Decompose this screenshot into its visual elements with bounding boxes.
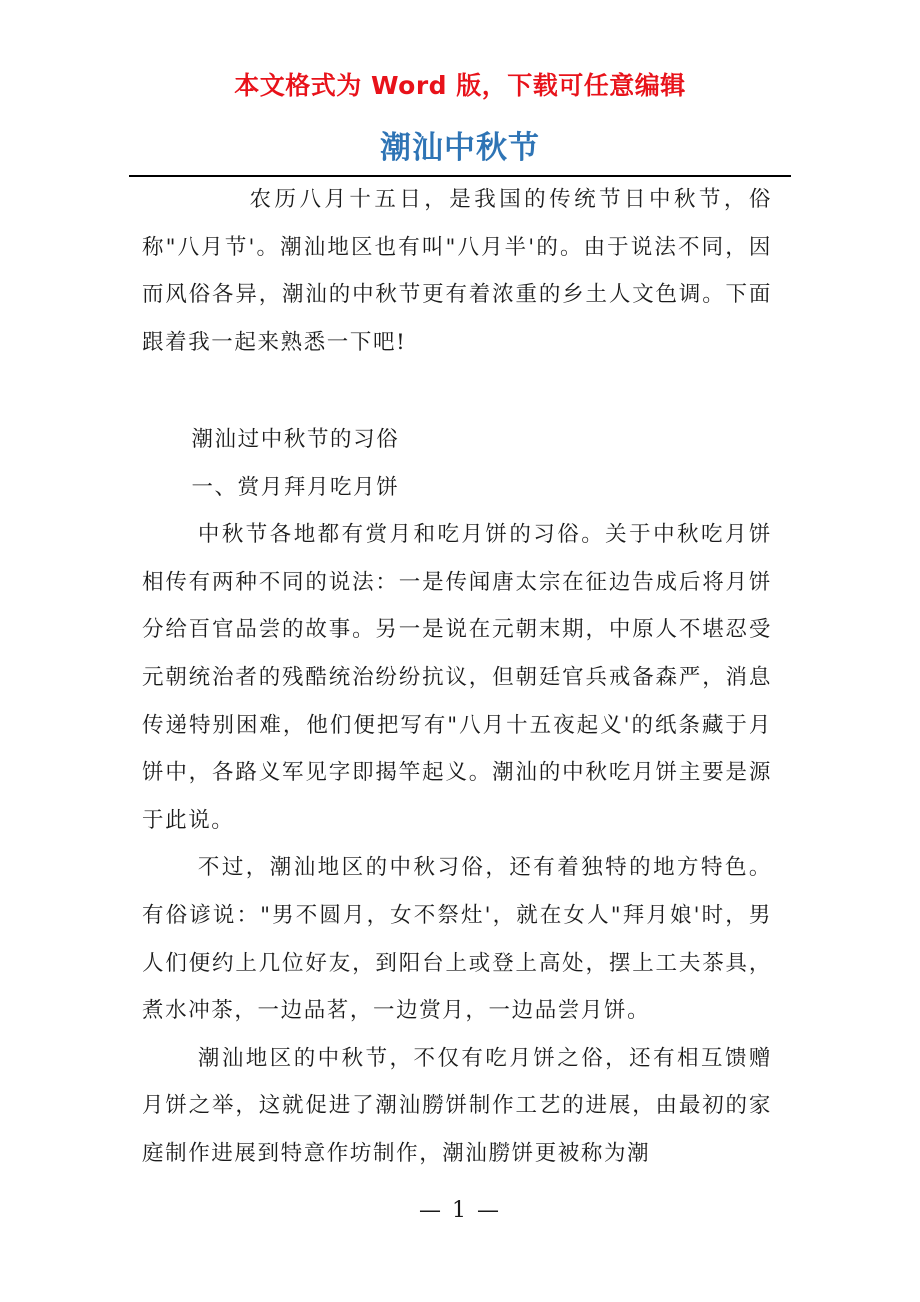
section-subheading: 一、赏月拜月吃月饼 xyxy=(191,474,400,500)
body-paragraph: 潮汕地区的中秋节，不仅有吃月饼之俗，还有相互馈赠月饼之举，这就促进了潮汕朥饼制作工艺的进展，由最初的家庭制作进展到特意作坊制作，潮汕朥饼更被称为潮 xyxy=(142,1045,772,1166)
page-number: — 1 — xyxy=(419,1198,501,1223)
section-block xyxy=(142,416,772,1178)
body-paragraph: 不过，潮汕地区的中秋习俗，还有着独特的地方特色。有俗谚说："男不圆月，女不祭灶'，就在女人"拜月娘'时，男人们便约上几位好友，到阳台上或登上高处，摆上工夫茶具，煮水冲茶，一边品茗，一边赏月，一边品尝月饼。 xyxy=(142,855,772,1024)
document-title: 潮汕中秋节 xyxy=(380,130,540,166)
body-paragraph: 中秋节各地都有赏月和吃月饼的习俗。关于中秋吃月饼相传有两种不同的说法：一是传闻唐太宗在征边告成后将月饼分给百官品尝的故事。另一是说在元朝末期，中原人不堪忍受元朝统治者的残酷统治纷纷抗议，但朝廷官兵戒备森严，消息传递特别困难，他们便把写有"八月十五夜起义'的纸条藏于月饼中，各路义军见字即揭竿起义。潮汕的中秋吃月饼主要是源于此说。 xyxy=(142,522,772,833)
format-notice: 本文格式为 Word 版，下载可任意编辑 xyxy=(234,71,686,100)
intro-block xyxy=(142,176,772,366)
intro-paragraph: 农历八月十五日，是我国的传统节日中秋节，俗称"八月节'。潮汕地区也有叫"八月半'的。由于说法不同，因而风俗各异，潮汕的中秋节更有着浓重的乡土人文色调。下面跟着我一起来熟悉一下吧! xyxy=(142,187,772,355)
section-heading: 潮汕过中秋节的习俗 xyxy=(191,427,400,452)
